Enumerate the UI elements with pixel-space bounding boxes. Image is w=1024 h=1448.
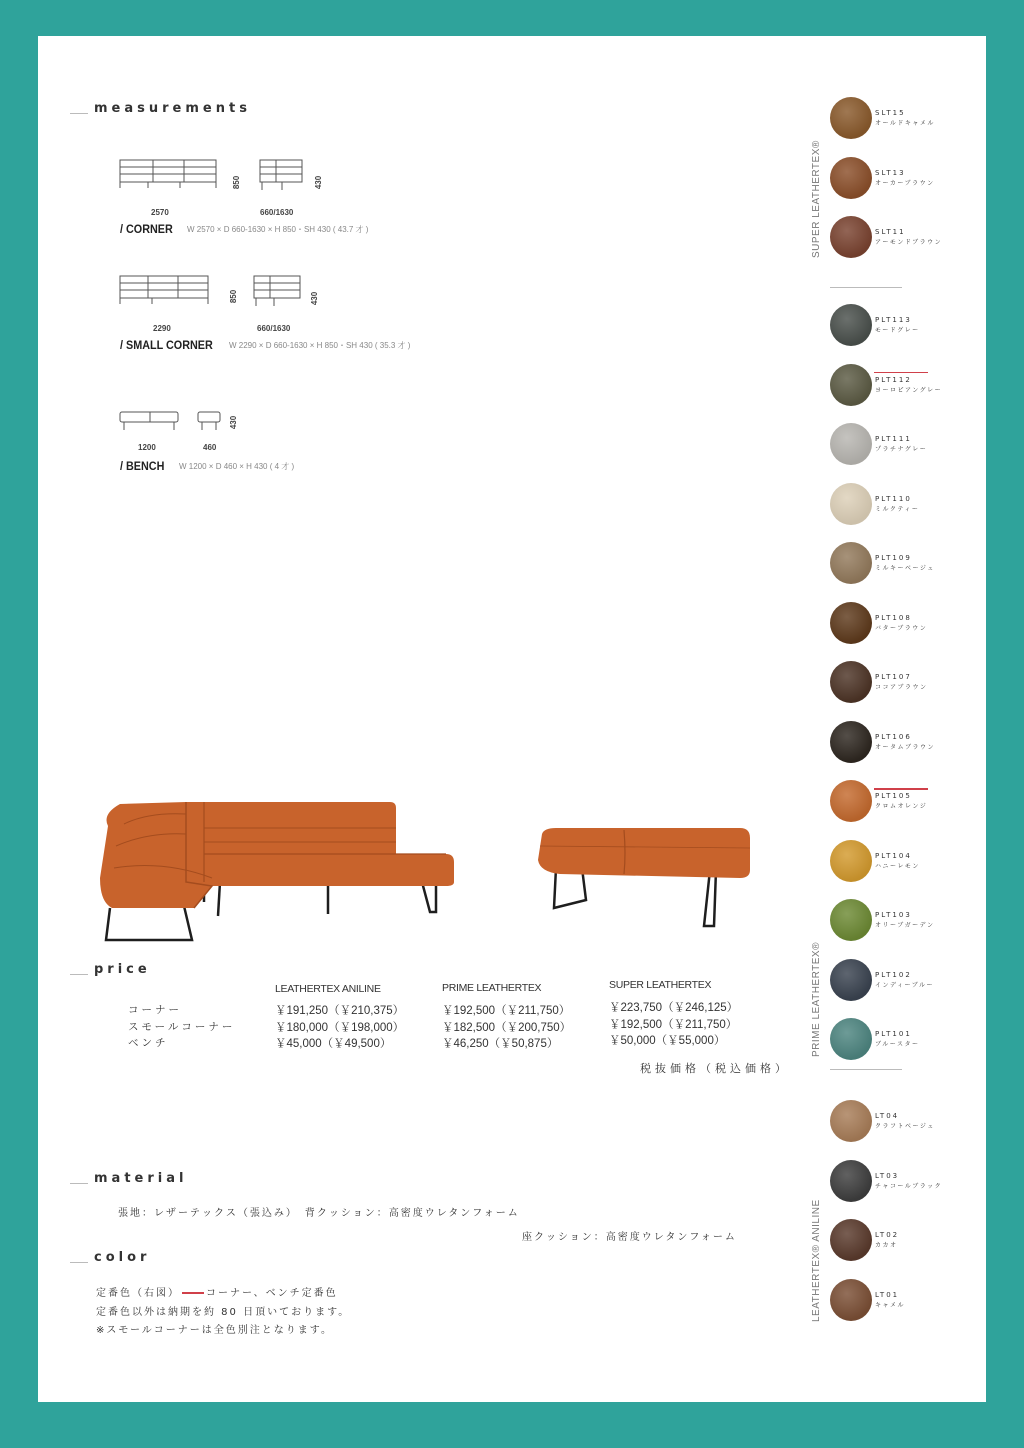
swatch-name: ハニーレモン — [875, 862, 920, 870]
price-col-prime-values — [442, 1003, 571, 1053]
price-heading: price — [94, 962, 151, 977]
corner-height-label: 850 — [232, 175, 242, 190]
swatch-color — [830, 97, 872, 139]
color-note-2: 定番色以外は納期を約 80 日頂いております。 — [96, 1307, 351, 1318]
corner-side-drawing — [256, 158, 306, 198]
bench-width-label: 1200 — [138, 443, 156, 452]
swatch-name: カカオ — [875, 1242, 898, 1249]
corner-depth-label: 660/1630 — [260, 208, 294, 217]
swatch-name: バターブラウン — [875, 624, 928, 632]
swatch-name: オーカーブラウン — [875, 179, 935, 187]
corner-model-name: / CORNER — [120, 222, 173, 236]
swatch-code: LT01 — [875, 1290, 900, 1299]
swatch-code: PLT106 — [875, 732, 912, 741]
spec-sheet — [38, 36, 986, 1402]
price-row-corner: コーナー — [128, 1004, 182, 1016]
swatch-code: LT02 — [875, 1231, 900, 1239]
swatch-code: PLT102 — [875, 970, 912, 979]
swatch-code: PLT113 — [875, 316, 912, 324]
swatch-color — [830, 1018, 872, 1060]
swatch-code: SLT13 — [875, 168, 906, 177]
swatch-code: LT03 — [875, 1171, 900, 1180]
swatch-name: クロムオレンジ — [875, 803, 928, 810]
bench-model-spec: W 1200 × D 460 × H 430 ( 4 才 ) — [179, 462, 295, 471]
small-corner-model-spec: W 2290 × D 660-1630 × H 850・SH 430 ( 35.3 才 ) — [229, 341, 411, 350]
bench-photo — [534, 826, 754, 950]
swatch-color — [830, 304, 872, 346]
price-col-super: SUPER LEATHERTEX — [609, 979, 712, 991]
swatch-color — [830, 157, 872, 199]
swatch-plt109 — [830, 542, 970, 586]
swatch-plt111 — [830, 423, 970, 467]
swatch-color — [830, 423, 872, 465]
color-note-1 — [96, 1284, 338, 1299]
section-rule — [70, 1183, 88, 1184]
swatch-color — [830, 1279, 872, 1321]
swatch-name: クラフトベージュ — [875, 1123, 935, 1130]
swatch-plt106 — [830, 721, 970, 765]
swatch-color — [830, 959, 872, 1001]
bench-depth-label: 460 — [203, 443, 217, 452]
material-line-2: 座クッション：高密度ウレタンフォーム — [522, 1232, 737, 1243]
price-value: ￥180,000（￥198,000） — [275, 1021, 405, 1034]
swatch-name: ミルキーベージュ — [875, 565, 935, 572]
material-heading: material — [94, 1171, 188, 1186]
swatch-color — [830, 364, 872, 406]
bench-model-name: / BENCH — [120, 459, 165, 473]
swatch-code: LT04 — [875, 1112, 900, 1120]
section-rule — [70, 113, 88, 114]
small-corner-front-drawing — [118, 274, 218, 314]
color-note-models: コーナー、ベンチ定番色 — [206, 1288, 338, 1299]
price-value: ￥50,000（￥55,000） — [609, 1035, 726, 1047]
swatch-slt13 — [830, 157, 970, 201]
group-divider — [830, 287, 902, 288]
swatch-color — [830, 661, 872, 703]
bench-height-label: 430 — [229, 415, 239, 430]
swatch-name: オータムブラウン — [875, 743, 936, 751]
swatch-name: ミルクティー — [875, 505, 920, 513]
color-heading: color — [94, 1250, 151, 1265]
swatch-name: インディーブルー — [875, 981, 934, 989]
price-value: ￥192,500（￥211,750） — [609, 1018, 738, 1031]
color-note-3: ※スモールコーナーは全色別注となります。 — [96, 1325, 333, 1336]
swatch-slt15 — [830, 97, 970, 141]
swatch-plt101 — [830, 1018, 970, 1062]
swatch-code: PLT101 — [875, 1030, 912, 1038]
swatch-name: オールドキャメル — [875, 120, 935, 127]
tax-note: 税抜価格（税込価格） — [640, 1062, 790, 1075]
small-corner-depth-label: 660/1630 — [257, 324, 291, 333]
swatch-code: PLT110 — [875, 494, 912, 503]
swatch-code: SLT11 — [875, 228, 906, 236]
price-row-labels — [128, 1002, 235, 1052]
swatch-name: ブルースター — [875, 1041, 920, 1048]
bench-front-drawing — [118, 410, 180, 436]
swatch-name: オリーブガーデン — [875, 922, 935, 929]
swatch-name: キャメル — [875, 1301, 906, 1309]
swatch-color — [830, 780, 872, 822]
swatch-slt11 — [830, 216, 970, 260]
price-value: ￥182,500（￥200,750） — [442, 1021, 572, 1034]
swatch-plt107 — [830, 661, 970, 705]
swatch-lt01 — [830, 1279, 970, 1323]
price-row-small-corner: スモールコーナー — [128, 1020, 236, 1033]
swatch-color — [830, 483, 872, 525]
swatch-lt02 — [830, 1219, 970, 1263]
swatch-code: PLT108 — [875, 613, 912, 622]
material-line-1: 張地：レザーテックス（張込み） 背クッション：高密度ウレタンフォーム — [118, 1208, 520, 1219]
swatch-code: PLT109 — [875, 554, 912, 562]
small-corner-model-name: / SMALL CORNER — [120, 338, 213, 352]
price-col-super-values — [609, 1000, 738, 1050]
swatch-plt112 — [830, 364, 970, 408]
swatch-code: PLT107 — [875, 673, 912, 681]
corner-model-spec: W 2570 × D 660-1630 × H 850・SH 430 ( 43.7 才 ) — [187, 225, 369, 234]
swatch-name: アーモンドブラウン — [875, 239, 943, 246]
measurements-heading: measurements — [94, 101, 251, 116]
swatch-code: PLT112 — [875, 375, 912, 384]
small-corner-seat-label: 430 — [310, 291, 320, 306]
color-note-standard: 定番色（右図） — [96, 1288, 180, 1299]
small-corner-side-drawing — [250, 274, 306, 314]
standard-color-mark — [874, 372, 928, 374]
corner-front-drawing — [118, 158, 218, 198]
swatch-name: モードグレー — [875, 327, 920, 334]
swatch-code: SLT15 — [875, 109, 906, 117]
bench-side-drawing — [196, 410, 224, 436]
swatch-color — [830, 216, 872, 258]
swatch-lt03 — [830, 1160, 970, 1204]
price-value: ￥191,250（￥210,375） — [275, 1005, 405, 1017]
swatch-code: PLT103 — [875, 911, 912, 919]
price-value: ￥223,750（￥246,125） — [609, 1002, 739, 1014]
price-row-bench: ベンチ — [128, 1037, 169, 1049]
swatch-plt108 — [830, 602, 970, 646]
corner-seat-label: 430 — [314, 175, 324, 190]
swatch-plt110 — [830, 483, 970, 527]
swatch-color — [830, 602, 872, 644]
swatch-color — [830, 840, 872, 882]
price-value: ￥46,250（￥50,875） — [442, 1038, 559, 1050]
group-label-aniline: LEATHERTEX® ANILINE — [811, 1199, 822, 1322]
swatch-color — [830, 542, 872, 584]
standard-color-mark — [182, 1292, 204, 1294]
group-label-prime: PRIME LEATHERTEX® — [811, 942, 822, 1057]
group-divider — [830, 1069, 902, 1070]
swatch-name: チャコールブラック — [875, 1182, 943, 1190]
swatch-color — [830, 1100, 872, 1142]
swatch-color — [830, 899, 872, 941]
price-value: ￥192,500（￥211,750） — [442, 1005, 571, 1017]
price-value: ￥45,000（￥49,500） — [275, 1038, 392, 1050]
swatch-lt04 — [830, 1100, 970, 1144]
price-col-aniline: LEATHERTEX ANILINE — [275, 983, 381, 995]
swatch-color — [830, 1160, 872, 1202]
small-corner-height-label: 850 — [229, 289, 239, 304]
swatch-plt102 — [830, 959, 970, 1003]
section-rule — [70, 1262, 88, 1263]
swatch-plt103 — [830, 899, 970, 943]
group-label-super: SUPER LEATHERTEX® — [811, 140, 822, 258]
price-col-prime: PRIME LEATHERTEX — [442, 982, 542, 994]
standard-color-mark — [874, 788, 928, 790]
swatch-code: PLT104 — [875, 851, 912, 860]
corner-width-label: 2570 — [151, 208, 169, 217]
swatch-color — [830, 1219, 872, 1261]
section-rule — [70, 974, 88, 975]
swatch-plt105 — [830, 780, 970, 824]
price-col-aniline-values — [275, 1003, 404, 1053]
swatch-color — [830, 721, 872, 763]
swatch-plt113 — [830, 304, 970, 348]
swatch-plt104 — [830, 840, 970, 884]
small-corner-width-label: 2290 — [153, 324, 171, 333]
swatch-name: ココアブラウン — [875, 684, 928, 691]
swatch-code: PLT111 — [875, 435, 912, 443]
swatch-name: ヨーロピアングレー — [875, 386, 943, 394]
swatch-code: PLT105 — [875, 792, 912, 800]
corner-sofa-photo — [94, 798, 460, 946]
swatch-name: プラチナグレー — [875, 446, 928, 453]
